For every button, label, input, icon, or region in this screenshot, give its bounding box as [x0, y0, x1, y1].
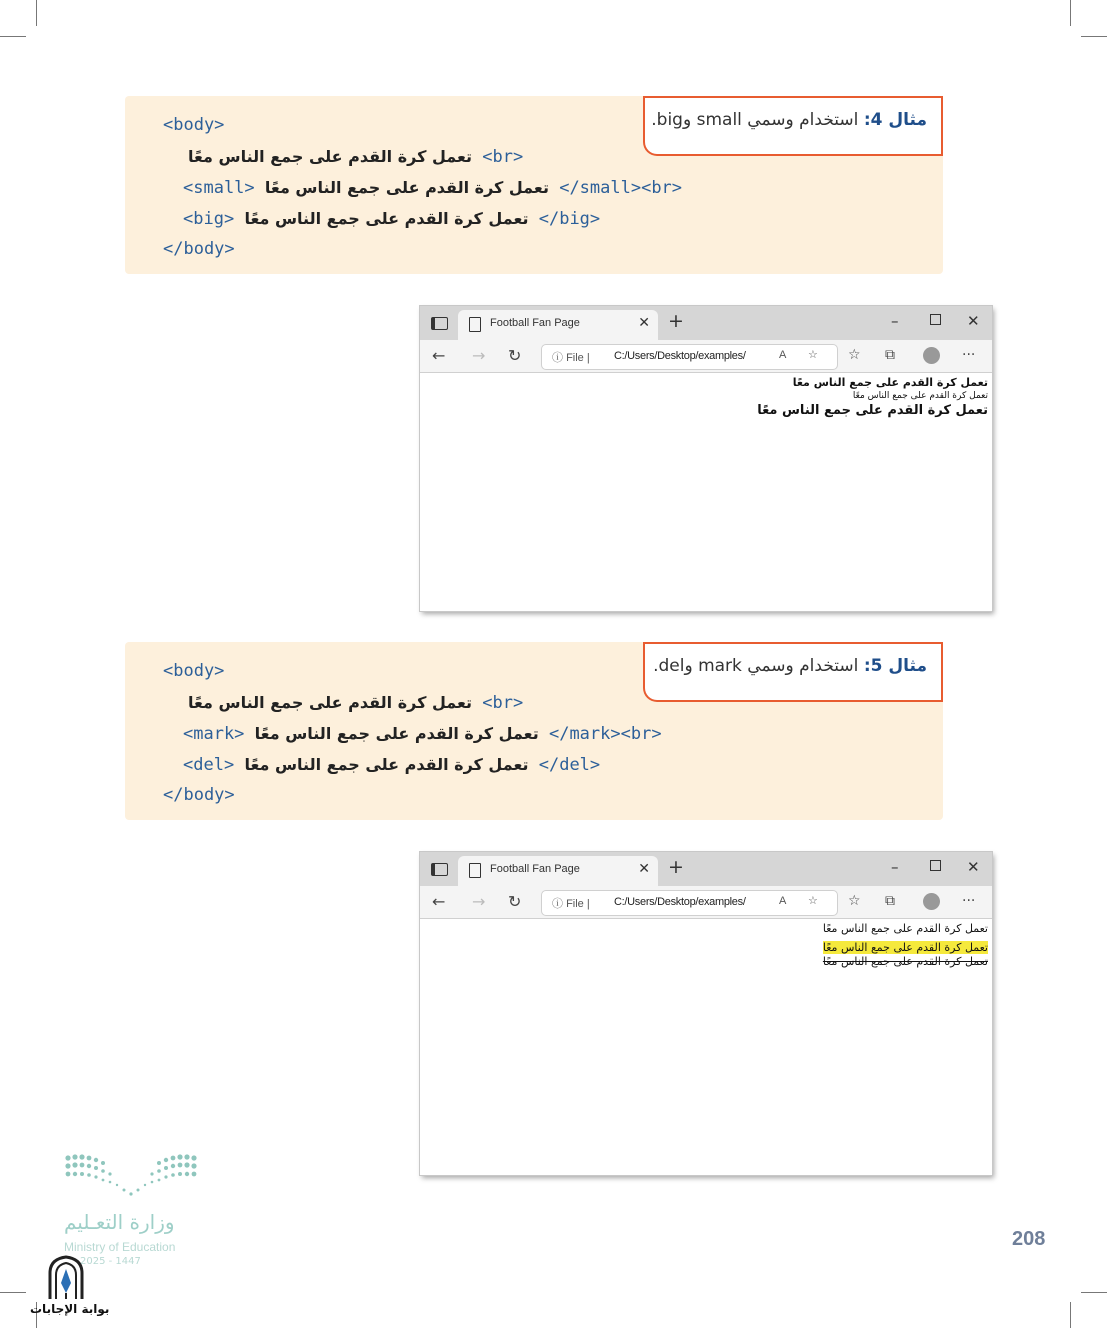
ministry-logo-icon [64, 1152, 198, 1198]
code-line: </body> [163, 239, 235, 259]
info-icon: ⓘ File | [552, 352, 590, 364]
code-tag: </del> [538, 755, 601, 775]
close-icon[interactable]: ✕ [638, 861, 650, 877]
tab-title: Football Fan Page [490, 317, 580, 329]
page-icon [469, 863, 481, 878]
address-bar [420, 340, 992, 373]
code-tag: </big> [538, 209, 601, 229]
forward-icon[interactable]: → [472, 346, 486, 365]
maximize-icon[interactable] [930, 860, 941, 871]
url-input[interactable] [541, 890, 838, 916]
code-tag: </mark><br> [548, 724, 662, 744]
browser-tab[interactable] [458, 310, 658, 340]
address-bar [420, 886, 992, 919]
code-tag: <mark> [183, 724, 245, 744]
back-icon[interactable]: ← [432, 892, 446, 911]
crop-mark [0, 36, 26, 37]
crop-mark [36, 0, 37, 26]
close-icon[interactable]: ✕ [967, 312, 980, 330]
normal-text: تعمل كرة القدم على جمع الناس معًا [822, 922, 988, 935]
url-text: C:/Users/Desktop/examples/ [614, 896, 746, 908]
refresh-icon[interactable]: ↻ [508, 346, 522, 365]
code-line [163, 203, 682, 234]
tab-bar [420, 852, 992, 886]
code-arabic-text: تعمل كرة القدم على جمع الناس معًا [264, 178, 549, 197]
collections-icon[interactable]: ⧉ [885, 893, 895, 909]
code-tag: <br> [482, 147, 524, 167]
ministry-name-arabic: وزارة التعـليم [64, 1210, 175, 1234]
code-line [163, 749, 662, 780]
code-arabic-text: تعمل كرة القدم على جمع الناس معًا [244, 755, 529, 774]
crop-mark [0, 1292, 26, 1293]
crop-mark [1081, 36, 1107, 37]
sidebar-icon[interactable] [431, 863, 448, 876]
code-arabic-text: تعمل كرة القدم على جمع الناس معًا [254, 724, 539, 743]
collections-icon[interactable]: ⧉ [885, 347, 895, 363]
big-text: تعمل كرة القدم على جمع الناس معًا [757, 403, 988, 418]
example-label: مثال 5: [863, 656, 927, 676]
browser-tab[interactable] [458, 856, 658, 886]
page-content [757, 376, 988, 419]
url-text: C:/Users/Desktop/examples/ [614, 350, 746, 362]
minimize-icon[interactable]: – [891, 312, 899, 330]
code-line: <body> [163, 115, 225, 135]
profile-icon[interactable] [923, 893, 940, 910]
code-tag: <small> [183, 178, 255, 198]
back-icon[interactable]: ← [432, 346, 446, 365]
forward-icon[interactable]: → [472, 892, 486, 911]
plus-icon[interactable]: + [668, 856, 684, 878]
tab-bar [420, 306, 992, 340]
browser-window [420, 852, 992, 1175]
close-icon[interactable]: ✕ [638, 315, 650, 331]
sidebar-icon[interactable] [431, 317, 448, 330]
code-line [163, 687, 662, 718]
example-4-box [125, 96, 943, 274]
url-input[interactable] [541, 344, 838, 370]
code-tag: <del> [183, 755, 235, 775]
file-label: File [566, 898, 584, 910]
favorites-icon[interactable]: ☆ [848, 893, 861, 909]
favorite-add-icon[interactable]: ☆ [808, 349, 818, 361]
marked-text: تعمل كرة القدم على جمع الناس معًا [822, 941, 988, 954]
tab-title: Football Fan Page [490, 863, 580, 875]
code-tag: <br> [482, 693, 524, 713]
more-icon[interactable]: ··· [962, 893, 976, 909]
code-block [163, 656, 662, 811]
code-line: </body> [163, 785, 235, 805]
code-line [163, 718, 662, 749]
browser-window [420, 306, 992, 611]
maximize-icon[interactable] [930, 314, 941, 325]
page-content [823, 922, 988, 969]
close-icon[interactable]: ✕ [967, 858, 980, 876]
crop-mark [1070, 0, 1071, 26]
code-line: <body> [163, 661, 225, 681]
example-description: استخدام وسمي mark وdel. [653, 656, 859, 676]
crop-mark [1081, 1292, 1107, 1293]
example-label: مثال 4: [863, 110, 927, 130]
profile-icon[interactable] [923, 347, 940, 364]
example-5-box [125, 642, 943, 820]
ministry-year: 2025 - 1447 [80, 1256, 141, 1267]
portal-logo-icon [44, 1255, 88, 1301]
info-icon: ⓘ File | [552, 898, 590, 910]
code-arabic-text: تعمل كرة القدم على جمع الناس معًا [244, 209, 529, 228]
example-description: استخدام وسمي small وbig. [651, 110, 859, 130]
read-aloud-icon[interactable]: A [779, 895, 787, 907]
favorite-add-icon[interactable]: ☆ [808, 895, 818, 907]
code-tag: </small><br> [559, 178, 683, 198]
ministry-name-english: Ministry of Education [64, 1240, 176, 1254]
code-tag: <big> [183, 209, 235, 229]
plus-icon[interactable]: + [668, 310, 684, 332]
example-title [643, 642, 943, 702]
crop-mark [1070, 1302, 1071, 1328]
code-line [163, 172, 682, 203]
code-arabic-text: تعمل كرة القدم على جمع الناس معًا [188, 147, 473, 166]
file-label: File [566, 352, 584, 364]
normal-text: تعمل كرة القدم على جمع الناس معًا [792, 376, 988, 389]
small-text: تعمل كرة القدم على جمع الناس معًا [852, 391, 988, 401]
more-icon[interactable]: ··· [962, 347, 976, 363]
deleted-text: تعمل كرة القدم على جمع الناس معًا [822, 955, 988, 968]
page-number: 208 [1012, 1228, 1046, 1250]
page-icon [469, 317, 481, 332]
portal-name: بوابة الإجابات [30, 1302, 110, 1316]
minimize-icon[interactable]: – [891, 858, 899, 876]
code-arabic-text: تعمل كرة القدم على جمع الناس معًا [188, 693, 473, 712]
refresh-icon[interactable]: ↻ [508, 892, 522, 911]
code-line [163, 141, 682, 172]
code-block [163, 110, 682, 265]
example-title [643, 96, 943, 156]
favorites-icon[interactable]: ☆ [848, 347, 861, 363]
read-aloud-icon[interactable]: A [779, 349, 787, 361]
